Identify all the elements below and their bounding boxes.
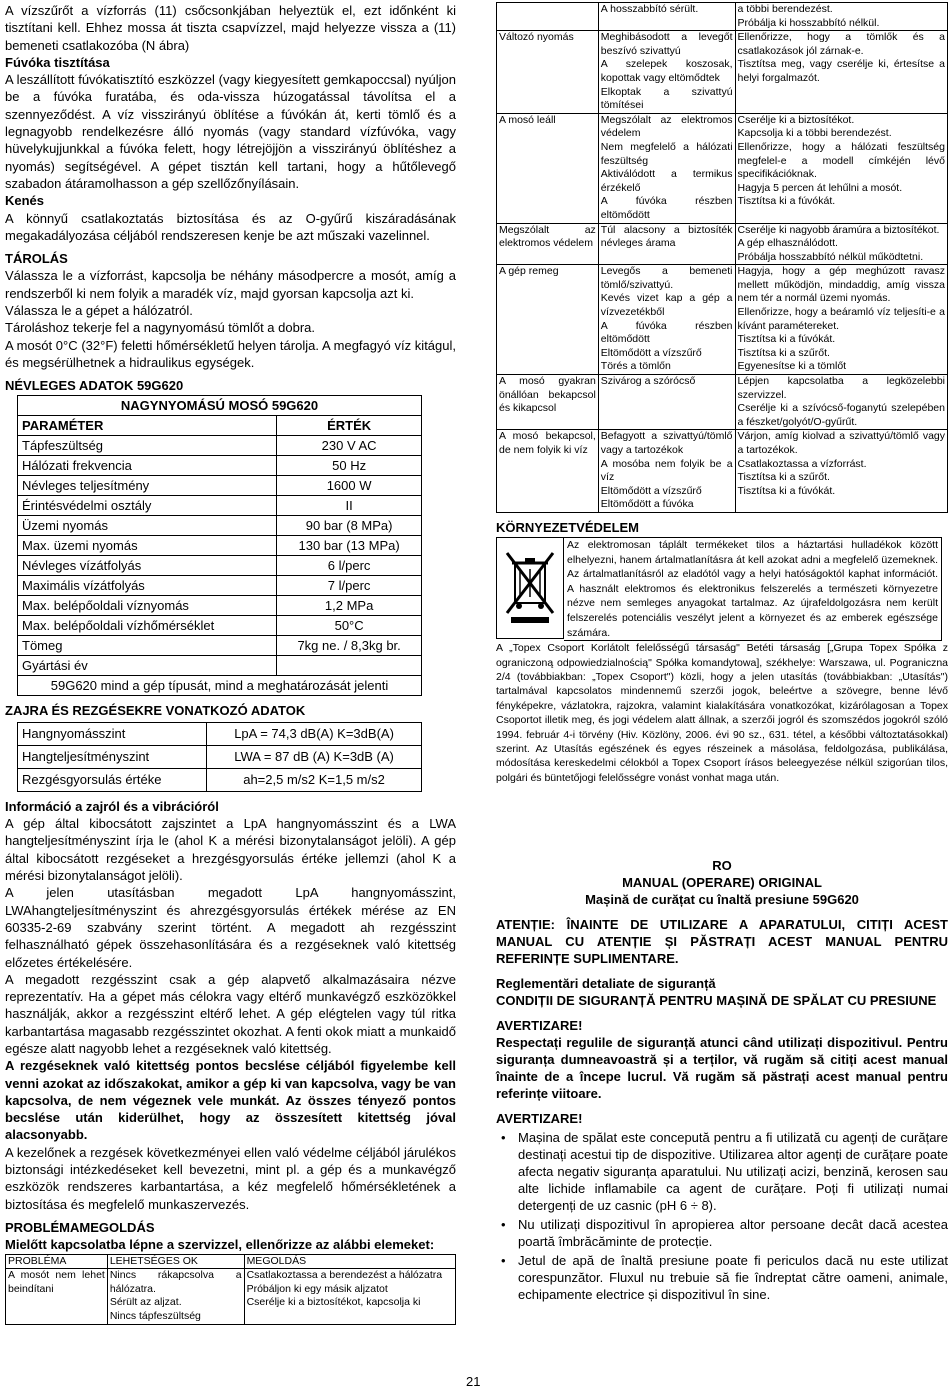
table-row <box>497 223 948 265</box>
spec-header-param: PARAMÉTER <box>18 415 277 435</box>
info-paragraph-1: A gép által kibocsátott zajszintet a LpA hangnyomásszint és a LWA hangteljesítményszint írja le (ahol K a mérési bizonytalanságot jelöli). A gép által kibocsátott rezgéseket a hrezgésgyorsulás értéke jellemzi (ahol K a mérési bizonytalanságot jelöli). <box>5 816 456 884</box>
trouble-cause: A hosszabbító sérült. <box>598 3 735 31</box>
spec-param: Érintésvédelmi osztály <box>18 495 277 515</box>
info-paragraph-4: A rezgéseknek való kitettség pontos becslése céljából figyelembe kell venni azokat az időszakokat, amikor a gép ki van kapcsolva, vagy be van kapcsolva, de nem végeznek vele munkát. Az összes tényező pontos becslése után kiderülhet, hogy az összesített kitettség jóval alacsonyabb. <box>5 1058 456 1143</box>
table-row <box>497 265 948 375</box>
trouble-problem: A mosó gyakran önállóan bekapcsol és kikapcsol <box>497 375 599 430</box>
spec-value <box>277 655 422 675</box>
table-row <box>497 31 948 114</box>
trouble-problem: A mosót nem lehet beindítani <box>6 1269 108 1324</box>
noise-param: Hangteljesítményszint <box>18 745 207 768</box>
spec-param: Max. üzemi nyomás <box>18 535 277 555</box>
noise-value: ah=2,5 m/s2 K=1,5 m/s2 <box>207 768 422 791</box>
nozzle-text-1: A leszállított fúvókatisztító eszközzel (vagy kiegyesített gemkapoccsal) nyúljon be a fúvóka furatába, és oda-vissza húzogatással távolítsa el a szennyeződést. <box>5 72 456 122</box>
trouble-header-solution: MEGOLDÁS <box>244 1254 455 1269</box>
trouble-solution: Cserélje ki nagyobb áramúra a biztosítékot. A gép elhasználódott. Próbálja hosszabbító nélkül működtetni. <box>735 223 947 265</box>
table-row <box>18 768 422 791</box>
noise-table <box>17 722 422 792</box>
spec-value: 6 l/perc <box>277 555 422 575</box>
spec-value: 50 Hz <box>277 455 422 475</box>
nozzle-heading: Fúvóka tisztítása <box>5 54 110 70</box>
spec-param: Gyártási év <box>18 655 277 675</box>
spec-value: 130 bar (13 MPa) <box>277 535 422 555</box>
list-item: • Nu utilizați dispozitivul în apropierea altor persoane decât dacă acestea poartă îmbrăcăminte de protecție. <box>496 1216 948 1250</box>
table-row <box>18 455 422 475</box>
spec-value: 50°C <box>277 615 422 635</box>
storage-line-1: Válassza le a vízforrást, kapcsolja be néhány másodpercre a mosót, amíg a rendszerből ki nem folyik a maradék víz, majd gyorsan kapcsolja azt ki. <box>5 268 456 301</box>
environment-heading: KÖRNYEZETVÉDELEM <box>496 519 640 535</box>
page-number: 21 <box>466 1374 481 1389</box>
trouble-table-right <box>496 2 948 513</box>
trouble-cause: Befagyott a szivattyú/tömlő vagy a tartozékok A mosóba nem folyik be a víz Eltömődött a vízszűrő Eltömődött a fúvóka <box>598 430 735 513</box>
trouble-cause: Túl alacsony a biztosíték névleges árama <box>598 223 735 265</box>
rated-data-heading: NÉVLEGES ADATOK 59G620 <box>5 378 184 394</box>
table-row <box>497 375 948 430</box>
ro-safety-conditions: CONDIȚII DE SIGURANȚĂ PENTRU MAȘINĂ DE SPĂLAT CU PRESIUNE <box>496 993 937 1009</box>
trouble-solution: Csatlakoztassa a berendezést a hálózatra Próbáljon ki egy másik aljzatot Cserélje ki a biztosítékot, kapcsolja ki <box>244 1269 455 1324</box>
trouble-cause: Szivárog a szórócső <box>598 375 735 430</box>
trouble-problem: Változó nyomás <box>497 31 599 114</box>
spec-value: 7kg ne. / 8,3kg br. <box>277 635 422 655</box>
nozzle-text-2: A víz visszirányú öblítése a fúvókán át, kerti tömlő és a legnagyobb rendelkezésre álló nyomás (vagy standard vízfúvóka, vagy hüvelykujjunkkal a fúvóka felett, hogy létrejöjjön a visszirányú öblítéshez a nyomás) segítségével. A gépet tisztán kell tartani, hogy a hűtőlevegő szabadon átáramolhasson a gép szellőzőnyílásain. <box>5 106 456 191</box>
trouble-solution: Hagyja, hogy a gép meghúzott ravasz mellett működjön, mindaddig, amíg vissza nem tér a normál üzemi nyomás. Ellenőrizze, hogy a beáramló víz teljesíti-e a kívánt paramétereket. Tisztítsa ki a fúvókát. Tisztítsa ki a szűrőt. Egyenesítse ki a tömlőt <box>735 265 947 375</box>
spec-param: Max. belépőoldali vízhőmérséklet <box>18 615 277 635</box>
trouble-intro: Mielőtt kapcsolatba lépne a szervizzel, ellenőrizze az alábbi elemeket: <box>5 1237 435 1253</box>
spec-table <box>17 395 422 696</box>
trouble-solution: Cserélje ki a biztosítékot. Kapcsolja ki a többi berendezést. Ellenőrizze, hogy a hálózati feszültség megfelel-e a modell címkéjén lévő specifikációknak. Hagyja 5 percen át lehűlni a mosót. Tisztítsa ki a fúvókát. <box>735 113 947 223</box>
spec-param: Maximális vízátfolyás <box>18 575 277 595</box>
noise-param: Hangnyomásszint <box>18 722 207 745</box>
spec-param: Tápfeszültség <box>18 435 277 455</box>
noise-value: LpA = 74,3 dB(A) K=3dB(A) <box>207 722 422 745</box>
table-row <box>6 1269 456 1324</box>
ro-attention: ATENȚIE: ÎNAINTE DE UTILIZARE A APARATULUI, CITIȚI ACEST MANUAL CU ATENȚIE ȘI PĂSTRAȚI ACEST MANUAL PENTRU REFERINȚE SUPLIMENTARE. <box>496 917 948 967</box>
table-row <box>18 635 422 655</box>
spec-param: Üzemi nyomás <box>18 515 277 535</box>
table-row <box>497 430 948 513</box>
trouble-cause: Meghibásodott a levegőt beszívó szivattyú A szelepek koszosak, kopottak vagy eltömődtek Elkoptak a szivattyú tömítései <box>598 31 735 114</box>
list-item: • Jetul de apă de înaltă presiune poate fi periculos dacă nu este utilizat corespunzător. Fluxul nu trebuie să fie îndreptat către oameni, animale, echipamente electrice și dispozitivul în sine. <box>496 1252 948 1303</box>
right-column <box>496 2 948 1303</box>
storage-heading: TÁROLÁS <box>5 251 68 267</box>
spec-value: 1600 W <box>277 475 422 495</box>
table-row <box>18 435 422 455</box>
table-row <box>18 535 422 555</box>
trouble-heading: PROBLÉMAMEGOLDÁS <box>5 1219 155 1235</box>
spec-table-title: NAGYNYOMÁSÚ MOSÓ 59G620 <box>18 395 422 415</box>
storage-line-3: Tároláshoz tekerje fel a nagynyomású tömlőt a dobra. <box>5 320 316 336</box>
table-row <box>18 515 422 535</box>
list-item: • Mașina de spălat este concepută pentru a fi utilizată cu agenți de curățare destinați acestui tip de dispozitive. Utilizarea altor agenți de curățare poate afecta negativ siguranța aparatului. Nu utilizați acizi, benzină, kerosen sau alte lichide inflamabile ca agent de curățare. Poți fi utilizați numai detergenți de uz casnic (pH 6 ÷ 8). <box>496 1129 948 1214</box>
trouble-cause: Megszólalt az elektromos védelem Nem megfelelő a hálózati feszültség Aktiválódott a termikus érzékelő A fúvóka részben eltömődött <box>598 113 735 223</box>
trouble-solution: Várjon, amíg kiolvad a szivattyú/tömlő vagy a tartozékok. Csatlakoztassa a vízforrást. Tisztítsa ki a szűrőt. Tisztítsa ki a fúvókát. <box>735 430 947 513</box>
spec-param: Tömeg <box>18 635 277 655</box>
info-paragraph-2: A jelen utasításban megadott LpA hangnyomásszint, LWAhangteljesítményszint és ahrezgésgyorsulás értékek mérése az EN 60335-2-69 szabvány szerint történt. A megadott ah rezgésszint felhasználható gépek összehasonlítására és a rezgéseknek való kitettség előzetes értékelésére. <box>5 885 456 970</box>
trouble-solution: Ellenőrizze, hogy a tömlők és a csatlakozások jól zárnak-e. Tisztítsa meg, vagy cserélje ki, értesítse a helyi forgalmazót. <box>735 31 947 114</box>
ro-warning-1-text: Respectați regulile de siguranță atunci când utilizați dispozitivul. Pentru siguranța dumneavoastră și a terților, vă rugăm să citiți acest manual înainte de a începe lucrul. Vă rugăm să păstrați acest manual pentru referințe viitoare. <box>496 1035 948 1102</box>
trouble-problem: Megszólalt az elektromos védelem <box>497 223 599 265</box>
spec-param: Névleges teljesítmény <box>18 475 277 495</box>
trouble-solution: Lépjen kapcsolatba a legközelebbi szervizzel. Cserélje ki a szívócső-foganytú szelepében a fészket/golyót/O-gyűrűt. <box>735 375 947 430</box>
ro-regulations: Reglementări detaliate de siguranță <box>496 976 716 992</box>
storage-line-4: A mosót 0°C (32°F) feletti hőmérsékletű helyen tárolja. A megfagyó víz kitágul, és megsérülhetnek a hidraulikus egységek. <box>5 337 456 370</box>
ro-manual-title: MANUAL (OPERARE) ORIGINAL <box>622 875 822 891</box>
trouble-problem <box>497 3 599 31</box>
spec-header-value: ÉRTÉK <box>277 415 422 435</box>
spec-value: 90 bar (8 MPa) <box>277 515 422 535</box>
table-row <box>18 745 422 768</box>
table-row <box>18 555 422 575</box>
info-heading: Információ a zajról és a vibrációról <box>5 798 219 814</box>
table-row <box>18 595 422 615</box>
trouble-cause: Levegős a bemeneti tömlő/szivattyú. Kevés vizet kap a gép a vízvezetékből A fúvóka részben eltömődött Eltömődött a vízszűrő Törés a tömlőn <box>598 265 735 375</box>
info-paragraph-5: A kezelőnek a rezgések következményei ellen való védelme céljából járulékos biztonsági intézkedéseket kell bevezetni, mint pl. a gép és a munkavégző eszközök rendszeres karbantartása, a kéz megfelelő hőmérsékletének a biztosítása és megfelelő munkaszervezés. <box>5 1144 456 1212</box>
table-row <box>18 722 422 745</box>
table-row <box>18 615 422 635</box>
trouble-header-cause: LEHETSÉGES OK <box>107 1254 244 1269</box>
ro-product-title: Mașină de curățat cu înaltă presiune 59G620 <box>585 892 859 908</box>
spec-value: 230 V AC <box>277 435 422 455</box>
spec-param: Max. belépőoldali víznyomás <box>18 595 277 615</box>
table-row <box>18 575 422 595</box>
left-column <box>5 2 456 1325</box>
spec-value: 7 l/perc <box>277 575 422 595</box>
table-row <box>497 3 948 31</box>
lube-paragraph: A könnyű csatlakoztatás biztosítása és az O-gyűrű kiszáradásának megakadályozása céljából rendszeresen kenje be azt műszaki vazelinnel. <box>5 210 456 243</box>
info-paragraph-3: A megadott rezgésszint csak a gép alapvető alkalmazásaira nézve reprezentatív. Ha a gépet más célokra vagy eltérő munkavégző eszközökkel használják, akkor a rezgésszint eltérő lehet. A gép elégtelen vagy túl ritka karbantartása magasabb rezgésszintet okozhat. A fenti okok miatt a munkaidő egésze alatt nagyobb lehet a rezgéseknek való kitettség. <box>5 971 456 1056</box>
spec-param: Névleges vízátfolyás <box>18 555 277 575</box>
table-row <box>18 495 422 515</box>
trouble-cause: Nincs rákapcsolva a hálózatra. Sérült az aljzat. Nincs tápfeszültség <box>107 1269 244 1324</box>
noise-param: Rezgésgyorsulás értéke <box>18 768 207 791</box>
ro-bullet-list <box>496 1129 948 1303</box>
lube-heading: Kenés <box>5 193 45 209</box>
noise-value: LWA = 87 dB (A) K=3dB (A) <box>207 745 422 768</box>
trouble-problem: A mosó bekapcsol, de nem folyik ki víz <box>497 430 599 513</box>
noise-heading: ZAJRA ÉS REZGÉSEKRE VONATKOZÓ ADATOK <box>5 702 306 718</box>
storage-line-2: Válassza le a gépet a hálózatról. <box>5 303 193 319</box>
nozzle-paragraph <box>5 71 456 192</box>
environment-text: Az elektromosan táplált termékeket tilos a háztartási hulladékok között elhelyezni, hanem ártalmatlanításra át kell azokat adni a megfelelő üzemeknek. Az ártalmatlanításról az eladótól vagy a helyi hatóságoktól kaphat információt. A használt elektromos és elektronikus felszerelés a természeti környezetre nézve nem semleges anyagokat tartalmaz. Az újrafeldolgozásra nem került felszerelés potenciális veszélyt jelent a környezet és az emberek egészsége számára. <box>564 537 942 641</box>
intro-paragraph: A vízszűrőt a vízforrás (11) csőcsonkjában helyeztük el, ezt időnként ki tisztítani kell. Ehhez mossa át tiszta csapvízzel, majd helyezze vissza a (11) bemeneti csatlakozóba (N ábra) <box>5 3 456 53</box>
spec-table-footer: 59G620 mind a gép típusát, mind a meghatározását jelenti <box>18 675 422 695</box>
spec-value: 1,2 MPa <box>277 595 422 615</box>
crossed-out-wheelie-bin-icon <box>496 537 564 639</box>
ro-warning-2: AVERTIZARE! <box>496 1111 583 1127</box>
trouble-header-problem: PROBLÉMA <box>6 1254 108 1269</box>
trouble-problem: A gép remeg <box>497 265 599 375</box>
table-row <box>18 475 422 495</box>
trouble-problem: A mosó leáll <box>497 113 599 223</box>
table-row <box>497 113 948 223</box>
table-row <box>18 655 422 675</box>
trouble-table-left <box>5 1254 456 1325</box>
environment-box <box>496 537 948 641</box>
spec-value: II <box>277 495 422 515</box>
trouble-solution: a többi berendezést. Próbálja ki hosszabbító nélkül. <box>735 3 947 31</box>
spec-param: Hálózati frekvencia <box>18 455 277 475</box>
legal-notice: A „Topex Csoport Korlátolt felelősségű társaság" Betéti társaság [„Grupa Topex Spółka z ograniczoną odpowiedzialnością" Spółka komandytowa], székhelye: Warszawa, ul. Pograniczna 2/4 (továbbiakban: „Topex Csoport") közli, hogy a jelen utasítás (továbbiakban: „Utasítás") tartalmával kapcsolatos mindennemű szerzői jogok, beleértve a szövegre, benne lévő fényképekre, vázlatokra, rajzokra, valamint kialakítására vonatkozókat, kizárólagosan a Topex Csoportot illetik meg, és jogi védelem alatt állnak, a szerzői jogról és szomszédos jogokról szóló 1994. február 4-i törvény (Hiv. Közlöny, 2006. évi 90 sz., 631. tétel, a későbbi változtatásokkal) szerint. Az Utasítás egészének és egyes részeinek a másolása, feldolgozása, publikálása, módosítása kereskedelmi célokból a Topex Csoport írásos beleegyezése nélkül szigorúan tilos, polgári és büntetőjogi felelősségre vonást vonhat maga után. <box>496 642 948 784</box>
ro-language-code: RO <box>712 858 732 874</box>
ro-warning-1: AVERTIZARE! <box>496 1018 583 1034</box>
